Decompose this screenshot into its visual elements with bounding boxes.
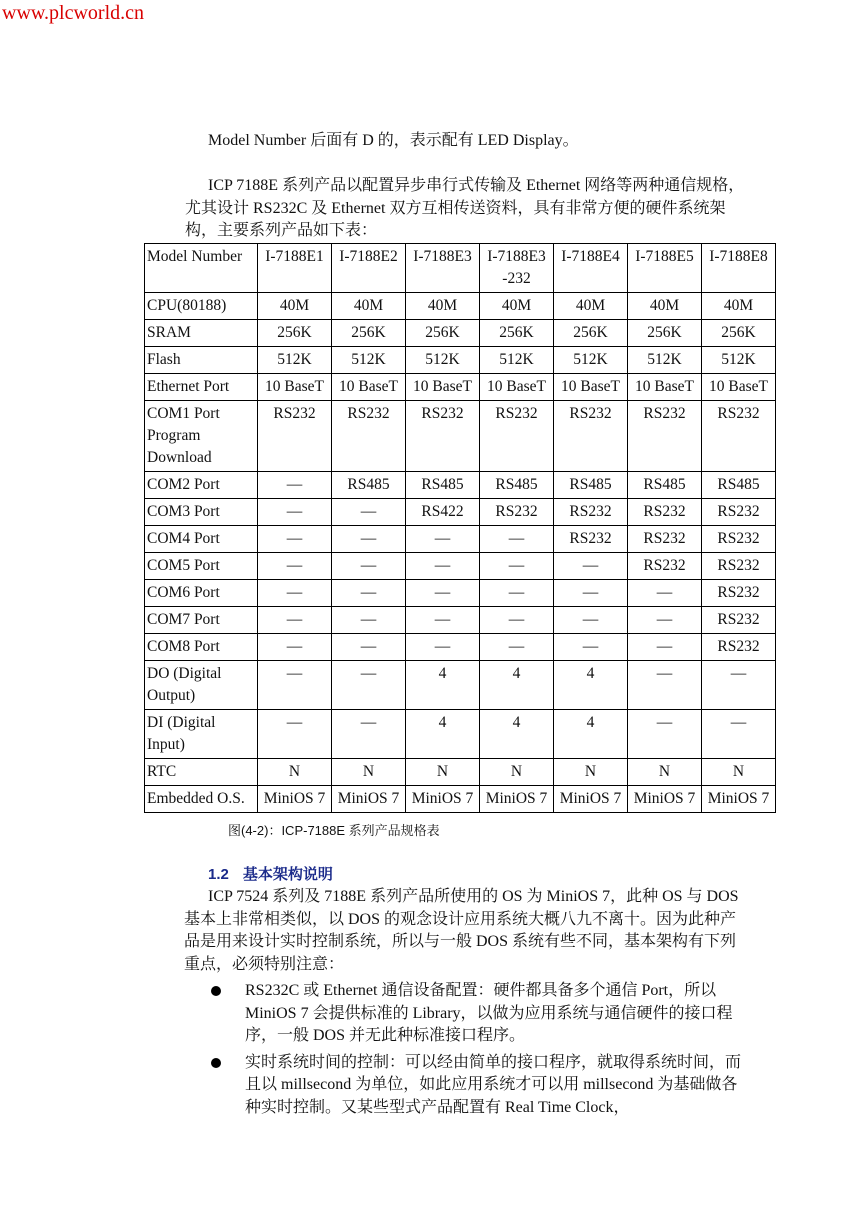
table-cell: RS485 — [332, 472, 406, 499]
table-cell: — — [554, 553, 628, 580]
table-cell: N — [480, 759, 554, 786]
paragraph-2: ICP 7524 系列及 7188E 系列产品所使用的 OS 为 MiniOS 7，此种 OS 与 DOS 基本上非常相类似，以 DOS 的观念设计应用系统大概八九不离十。因为此种产品是用来设计实时控制系统，所以与一般 DOS 系统有些不同，基本架构有下列重点，必须特别注意： — [184, 888, 739, 973]
row-label-cell: DI (Digital Input) — [145, 710, 258, 759]
table-cell: — — [258, 607, 332, 634]
bullet-dot-icon — [211, 986, 221, 996]
table-cell: RS232 — [628, 401, 702, 472]
table-cell: — — [258, 472, 332, 499]
row-label-cell: COM7 Port — [145, 607, 258, 634]
table-row — [145, 526, 776, 553]
table-cell: — — [332, 634, 406, 661]
table-row — [145, 401, 776, 472]
table-row — [145, 759, 776, 786]
row-label-cell: COM4 Port — [145, 526, 258, 553]
table-cell: RS485 — [702, 472, 776, 499]
table-row — [145, 634, 776, 661]
table-cell: N — [628, 759, 702, 786]
table-cell: RS422 — [406, 499, 480, 526]
table-cell: — — [702, 710, 776, 759]
table-cell: — — [258, 580, 332, 607]
table-cell: — — [406, 634, 480, 661]
table-cell: — — [258, 553, 332, 580]
table-caption: 图(4-2)：ICP-7188E 系列产品规格表 — [228, 823, 440, 838]
watermark-url: www.plcworld.cn — [2, 2, 145, 24]
bullet-dot-icon — [211, 1058, 221, 1068]
table-cell: 256K — [480, 320, 554, 347]
table-cell: 10 BaseT — [480, 374, 554, 401]
table-cell: RS232 — [628, 553, 702, 580]
table-cell: 10 BaseT — [628, 374, 702, 401]
table-cell: — — [332, 499, 406, 526]
header-cell: I-7188E5 — [628, 244, 702, 293]
table-cell: 256K — [702, 320, 776, 347]
table-cell: 40M — [332, 293, 406, 320]
table-cell: RS485 — [554, 472, 628, 499]
table-cell: 40M — [258, 293, 332, 320]
table-cell: 4 — [480, 661, 554, 710]
header-cell: I-7188E2 — [332, 244, 406, 293]
table-cell: MiniOS 7 — [258, 786, 332, 813]
table-cell: — — [554, 580, 628, 607]
table-cell: MiniOS 7 — [480, 786, 554, 813]
table-cell: N — [702, 759, 776, 786]
table-cell: 40M — [406, 293, 480, 320]
table-cell: RS232 — [702, 526, 776, 553]
table-cell: — — [554, 634, 628, 661]
table-cell: — — [406, 526, 480, 553]
table-cell: — — [258, 499, 332, 526]
row-label-cell: Embedded O.S. — [145, 786, 258, 813]
table-cell: — — [628, 710, 702, 759]
table-row — [145, 499, 776, 526]
table-header-row — [145, 244, 776, 293]
table-row — [145, 661, 776, 710]
row-label-cell: COM1 Port Program Download — [145, 401, 258, 472]
table-cell: 256K — [554, 320, 628, 347]
table-cell: — — [332, 580, 406, 607]
table-cell: RS232 — [554, 401, 628, 472]
header-cell: I-7188E3 — [406, 244, 480, 293]
table-cell: 256K — [332, 320, 406, 347]
table-cell: 512K — [480, 347, 554, 374]
header-cell: I-7188E8 — [702, 244, 776, 293]
table-cell: 4 — [554, 710, 628, 759]
table-row — [145, 553, 776, 580]
table-row — [145, 374, 776, 401]
table-cell: MiniOS 7 — [628, 786, 702, 813]
table-row — [145, 472, 776, 499]
table-cell: — — [628, 661, 702, 710]
table-cell: — — [480, 607, 554, 634]
table-cell: RS232 — [702, 634, 776, 661]
table-cell: RS232 — [258, 401, 332, 472]
table-cell: — — [480, 580, 554, 607]
table-row — [145, 320, 776, 347]
table-cell: RS232 — [554, 499, 628, 526]
row-label-cell: COM2 Port — [145, 472, 258, 499]
table-cell: RS232 — [628, 526, 702, 553]
table-cell: 256K — [406, 320, 480, 347]
table-cell: — — [480, 553, 554, 580]
row-label-cell: COM5 Port — [145, 553, 258, 580]
table-cell: 256K — [628, 320, 702, 347]
table-row — [145, 710, 776, 759]
table-cell: 40M — [480, 293, 554, 320]
table-row — [145, 607, 776, 634]
table-cell: — — [258, 661, 332, 710]
table-cell: RS485 — [628, 472, 702, 499]
table-cell: — — [332, 661, 406, 710]
table-cell: 256K — [258, 320, 332, 347]
header-cell: I-7188E3 -232 — [480, 244, 554, 293]
table-cell: — — [406, 607, 480, 634]
table-cell: RS232 — [406, 401, 480, 472]
table-cell: RS232 — [480, 499, 554, 526]
intro-line: Model Number 后面有 D 的，表示配有 LED Display。 — [208, 132, 579, 149]
table-cell: RS232 — [332, 401, 406, 472]
table-cell: 512K — [406, 347, 480, 374]
table-cell: — — [332, 526, 406, 553]
table-cell: 10 BaseT — [702, 374, 776, 401]
table-cell: 512K — [628, 347, 702, 374]
bullet-item — [208, 1052, 744, 1120]
table-cell: 4 — [406, 661, 480, 710]
table-cell: 512K — [702, 347, 776, 374]
row-label-cell: COM3 Port — [145, 499, 258, 526]
bullet-text: 实时系统时间的控制：可以经由简单的接口程序，就取得系统时间，而且以 millsecond 为单位，如此应用系统才可以用 millsecond 为基础做各种实时控制。又某些型式产品配置有 Real Time Clock， — [245, 1053, 742, 1116]
section-title: 基本架构说明 — [242, 866, 333, 883]
row-label-cell: Ethernet Port — [145, 374, 258, 401]
table-cell: 10 BaseT — [258, 374, 332, 401]
table-cell: MiniOS 7 — [554, 786, 628, 813]
header-cell: I-7188E4 — [554, 244, 628, 293]
table-cell: 40M — [702, 293, 776, 320]
table-cell: 4 — [480, 710, 554, 759]
table-cell: RS485 — [406, 472, 480, 499]
table-cell: RS232 — [702, 553, 776, 580]
table-cell: RS232 — [554, 526, 628, 553]
table-cell: 40M — [628, 293, 702, 320]
table-cell: — — [480, 526, 554, 553]
bullet-list — [208, 980, 744, 1123]
section-number: 1.2 — [208, 866, 229, 883]
row-label-cell: SRAM — [145, 320, 258, 347]
table-cell: 4 — [406, 710, 480, 759]
table-cell: — — [480, 634, 554, 661]
table-cell: 10 BaseT — [406, 374, 480, 401]
table-cell: — — [332, 607, 406, 634]
table-cell: 512K — [332, 347, 406, 374]
table-row — [145, 293, 776, 320]
row-label-cell: RTC — [145, 759, 258, 786]
table-cell: 4 — [554, 661, 628, 710]
table-cell: RS232 — [702, 401, 776, 472]
table-cell: 10 BaseT — [332, 374, 406, 401]
table-cell: 512K — [554, 347, 628, 374]
table-cell: RS232 — [702, 580, 776, 607]
bullet-item — [208, 980, 744, 1048]
table-row — [145, 347, 776, 374]
row-label-cell: CPU(80188) — [145, 293, 258, 320]
row-label-cell: COM8 Port — [145, 634, 258, 661]
row-label-cell: COM6 Port — [145, 580, 258, 607]
table-cell: 40M — [554, 293, 628, 320]
table-cell: RS232 — [702, 499, 776, 526]
table-cell: — — [258, 634, 332, 661]
table-cell: — — [628, 580, 702, 607]
table-cell: N — [554, 759, 628, 786]
table-cell: MiniOS 7 — [702, 786, 776, 813]
table-cell: RS232 — [628, 499, 702, 526]
section-heading — [208, 863, 333, 884]
table-cell: 10 BaseT — [554, 374, 628, 401]
table-cell: N — [258, 759, 332, 786]
paragraph-1: ICP 7188E 系列产品以配置异步串行式传输及 Ethernet 网络等两种通信规格，尤其设计 RS232C 及 Ethernet 双方互相传送资料，具有非常方便的硬件系统架构，主要系列产品如下表： — [185, 177, 745, 239]
table-cell: — — [702, 661, 776, 710]
table-cell: RS485 — [480, 472, 554, 499]
row-label-cell: Flash — [145, 347, 258, 374]
table-cell: — — [406, 580, 480, 607]
table-cell: — — [258, 526, 332, 553]
table-row — [145, 580, 776, 607]
table-cell: — — [628, 607, 702, 634]
table-cell: MiniOS 7 — [332, 786, 406, 813]
table-cell: — — [554, 607, 628, 634]
table-cell: — — [258, 710, 332, 759]
table-cell: N — [406, 759, 480, 786]
table-cell: RS232 — [702, 607, 776, 634]
table-cell: — — [332, 553, 406, 580]
table-cell: N — [332, 759, 406, 786]
table-cell: MiniOS 7 — [406, 786, 480, 813]
row-label-cell: DO (Digital Output) — [145, 661, 258, 710]
table-cell: RS232 — [480, 401, 554, 472]
header-cell: Model Number — [145, 244, 258, 293]
bullet-text: RS232C 或 Ethernet 通信设备配置：硬件都具备多个通信 Port，所以 MiniOS 7 会提供标准的 Library，以做为应用系统与通信硬件的接口程序，一般 DOS 并无此种标准接口程序。 — [245, 982, 733, 1044]
table-cell: 512K — [258, 347, 332, 374]
table-cell: — — [406, 553, 480, 580]
table-row — [145, 786, 776, 813]
spec-table — [144, 243, 776, 813]
table-cell: — — [332, 710, 406, 759]
header-cell: I-7188E1 — [258, 244, 332, 293]
table-cell: — — [628, 634, 702, 661]
